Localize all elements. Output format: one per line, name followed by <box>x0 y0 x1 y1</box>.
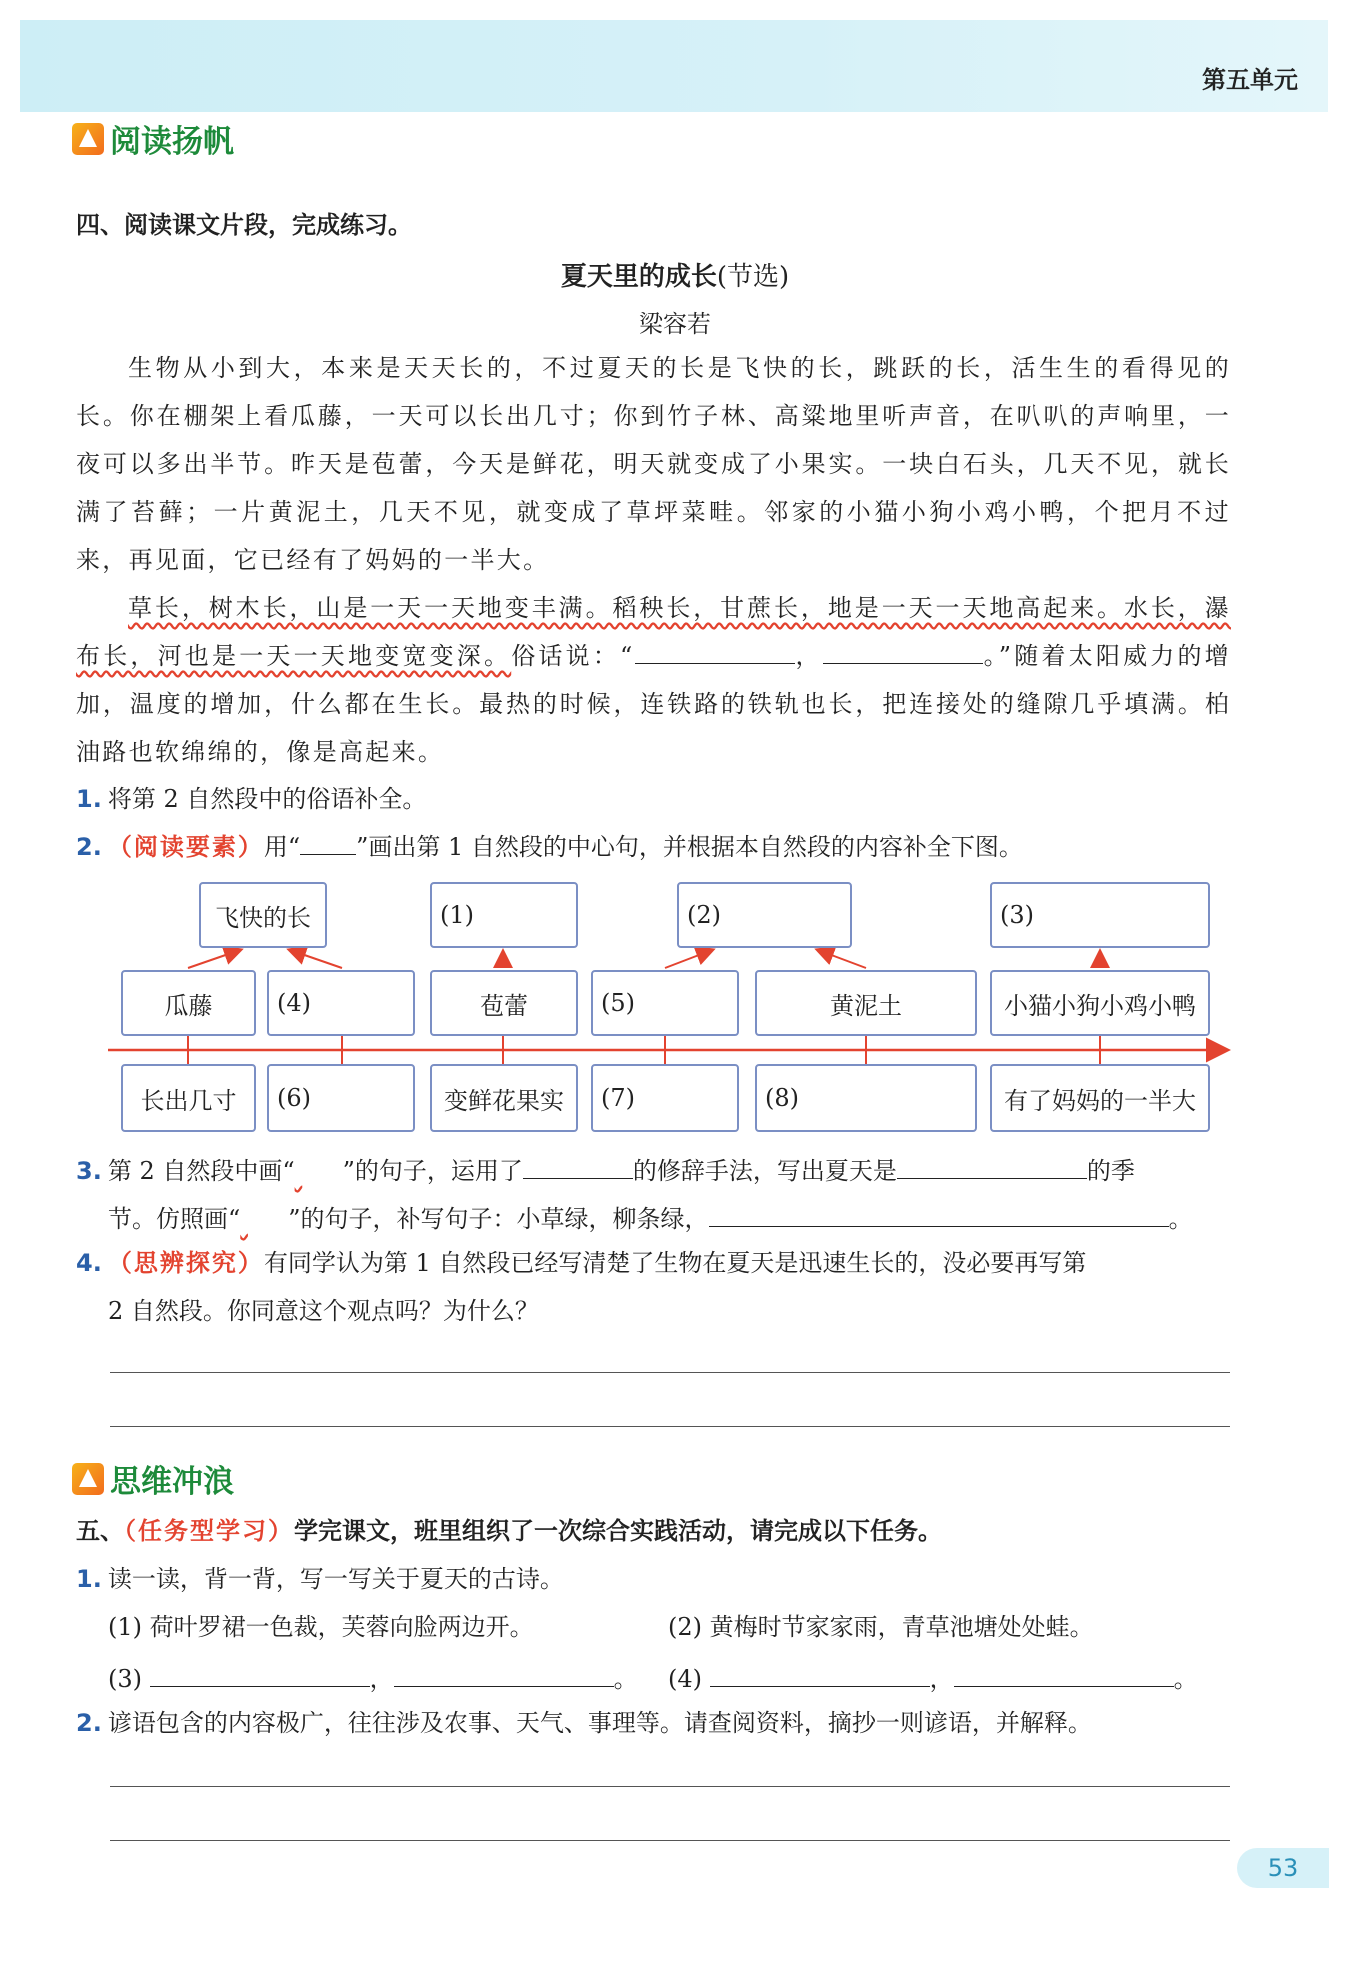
diagram-blank-8[interactable]: (8) <box>755 1064 977 1132</box>
wavy-sample-2 <box>240 1204 288 1234</box>
wavy-underlined-sentence: 草长，树木长，山是一天一天地变丰满。稻秧长，甘蔗长，地是一天一天地高起来。水长，瀑布长，河也是一天一天地变宽变深。 <box>76 594 1231 670</box>
poem-1: (1) 荷叶罗裙一色裁，芙蓉向脸两边开。 <box>108 1613 534 1641</box>
poem-4-period: 。 <box>1173 1665 1198 1693</box>
page-number: 53 <box>1237 1848 1329 1888</box>
question-3-text-f: ”的句子，补写句子：小草绿，柳条绿， <box>288 1205 709 1233</box>
poem-3-blank-1[interactable] <box>150 1660 370 1687</box>
answer-line-q4-1[interactable] <box>110 1372 1230 1373</box>
passage-author: 梁容若 <box>639 310 711 338</box>
question-1-text: 将第 2 自然段中的俗语补全。 <box>107 785 427 813</box>
diagram-blank-6[interactable]: (6) <box>267 1064 415 1132</box>
task-1 <box>76 1564 564 1594</box>
answer-line-task2-1[interactable] <box>110 1786 1230 1787</box>
question-1-number: 1. <box>76 785 102 813</box>
poem-3-label: (3) <box>108 1665 142 1693</box>
header-band <box>20 20 1328 112</box>
poem-3 <box>108 1660 638 1694</box>
question-2-number: 2. <box>76 833 102 861</box>
diagram-box-melon-vine: 瓜藤 <box>121 970 256 1036</box>
unit-title: 第五单元 <box>1202 66 1298 94</box>
question-3-text-c: 的修辞手法，写出夏天是 <box>632 1157 897 1185</box>
season-blank[interactable] <box>897 1152 1087 1179</box>
question-4-number: 4. <box>76 1249 102 1277</box>
question-3-text-g: 。 <box>1168 1205 1193 1233</box>
section-reading-heading <box>72 116 234 161</box>
paragraph-two-rest: 。”随着太阳威力的增加，温度的增加，什么都在生长。最热的时候，连铁路的铁轨也长，把连接处的缝隙几乎填满。柏油路也软绵绵的，像是高起来。 <box>76 642 1231 766</box>
question-4-line-1 <box>76 1248 1086 1278</box>
task-2 <box>76 1708 1092 1738</box>
question-4-text-a: 有同学认为第 1 自然段已经写清楚了生物在夏天是迅速生长的，没必要再写第 <box>263 1249 1087 1277</box>
question-2-text-a: 用“ <box>263 833 301 861</box>
sail-icon <box>72 123 104 155</box>
question-2-tag: （阅读要素） <box>107 832 264 861</box>
diagram-blank-3[interactable]: (3) <box>990 882 1210 948</box>
poem-4-comma: ， <box>929 1665 954 1693</box>
section-thinking-title: 思维冲浪 <box>110 1464 234 1500</box>
question-3-line-2 <box>108 1200 1193 1234</box>
question-five-number: 五、 <box>76 1517 124 1545</box>
poem-3-blank-2[interactable] <box>394 1660 614 1687</box>
proverb-blank-2[interactable] <box>823 637 983 664</box>
answer-line-task2-2[interactable] <box>110 1840 1230 1841</box>
question-2-text-b: ”画出第 1 自然段的中心句，并根据本自然段的内容补全下图。 <box>356 833 1023 861</box>
question-4-line-2: 2 自然段。你同意这个观点吗？为什么？ <box>108 1297 539 1325</box>
poem-4 <box>668 1660 1198 1694</box>
passage-title: 夏天里的成长 <box>560 262 717 292</box>
diagram-box-half-of-mother: 有了妈妈的一半大 <box>990 1064 1210 1132</box>
imitation-sentence-blank[interactable] <box>709 1200 1169 1227</box>
passage-title-line <box>0 256 1350 293</box>
poem-3-period: 。 <box>613 1665 638 1693</box>
question-3-text-b: ”的句子，运用了 <box>342 1157 523 1185</box>
diagram-blank-1[interactable]: (1) <box>430 882 578 948</box>
question-4-tag: （思辨探究） <box>107 1248 264 1277</box>
section-thinking-heading <box>72 1456 234 1501</box>
question-3-text-e: 节。仿照画“ <box>108 1205 241 1233</box>
wavy-sample <box>295 1156 343 1186</box>
diagram-blank-7[interactable]: (7) <box>591 1064 739 1132</box>
section-reading-title: 阅读扬帆 <box>110 124 234 160</box>
question-3-text-d: 的季 <box>1086 1157 1135 1185</box>
diagram-box-become-flower-fruit: 变鲜花果实 <box>430 1064 578 1132</box>
task-1-number: 1. <box>76 1565 102 1593</box>
question-2 <box>76 832 1023 862</box>
poem-2: (2) 黄梅时节家家雨，青草池塘处处蛙。 <box>668 1613 1094 1641</box>
proverb-blank-1[interactable] <box>635 637 795 664</box>
wave-icon <box>72 1463 104 1495</box>
paragraph-two-lead: 俗话说：“ <box>511 642 635 670</box>
question-1 <box>76 784 426 814</box>
question-five-tag: （任务型学习） <box>124 1517 294 1545</box>
task-1-text: 读一读，背一背，写一写关于夏天的古诗。 <box>107 1565 564 1593</box>
poem-4-blank-1[interactable] <box>710 1660 930 1687</box>
question-four-heading: 四、阅读课文片段，完成练习。 <box>76 211 412 239</box>
question-3-text-a: 第 2 自然段中画“ <box>107 1157 295 1185</box>
rhetoric-blank[interactable] <box>523 1152 633 1179</box>
task-2-number: 2. <box>76 1709 102 1737</box>
diagram-box-small-animals: 小猫小狗小鸡小鸭 <box>990 970 1210 1036</box>
poem-4-label: (4) <box>668 1665 702 1693</box>
question-3-number: 3. <box>76 1157 102 1185</box>
poem-4-blank-2[interactable] <box>954 1660 1174 1687</box>
paragraph-one: 生物从小到大，本来是天天长的，不过夏天的长是飞快的长，跳跃的长，活生生的看得见的长。你在棚架上看瓜藤，一天可以长出几寸；你到竹子林、高粱地里听声音，在叭叭的声响里，一夜可以多出半节。昨天是苞蕾，今天是鲜花，明天就变成了小果实。一块白石头，几天不见，就长满了苔藓；一片黄泥土，几天不见，就变成了草坪菜畦。邻家的小猫小狗小鸡小鸭，个把月不过来，再见面，它已经有了妈妈的一半大。 <box>76 354 1231 574</box>
question-five-text: 学完课文，班里组织了一次综合实践活动，请完成以下任务。 <box>294 1517 942 1545</box>
question-3-line-1 <box>76 1152 1135 1186</box>
answer-line-q4-2[interactable] <box>110 1426 1230 1427</box>
underline-sample <box>300 834 356 855</box>
poem-3-comma: ， <box>369 1665 394 1693</box>
diagram-blank-5[interactable]: (5) <box>591 970 739 1036</box>
diagram-blank-4[interactable]: (4) <box>267 970 415 1036</box>
question-five-heading <box>76 1516 942 1546</box>
diagram-box-summer-fast-growth: 飞快的长 <box>199 882 327 948</box>
task-2-text: 谚语包含的内容极广，往往涉及农事、天气、事理等。请查阅资料，摘抄一则谚语，并解释。 <box>107 1709 1092 1737</box>
passage-title-note: (节选) <box>716 262 790 292</box>
proverb-comma: ， <box>794 642 823 670</box>
diagram-box-flower-bud: 苞蕾 <box>430 970 578 1036</box>
diagram-box-grow-inches: 长出几寸 <box>121 1064 256 1132</box>
diagram-box-yellow-soil: 黄泥土 <box>755 970 977 1036</box>
paragraph-two <box>76 584 1231 776</box>
diagram-blank-2[interactable]: (2) <box>677 882 852 948</box>
